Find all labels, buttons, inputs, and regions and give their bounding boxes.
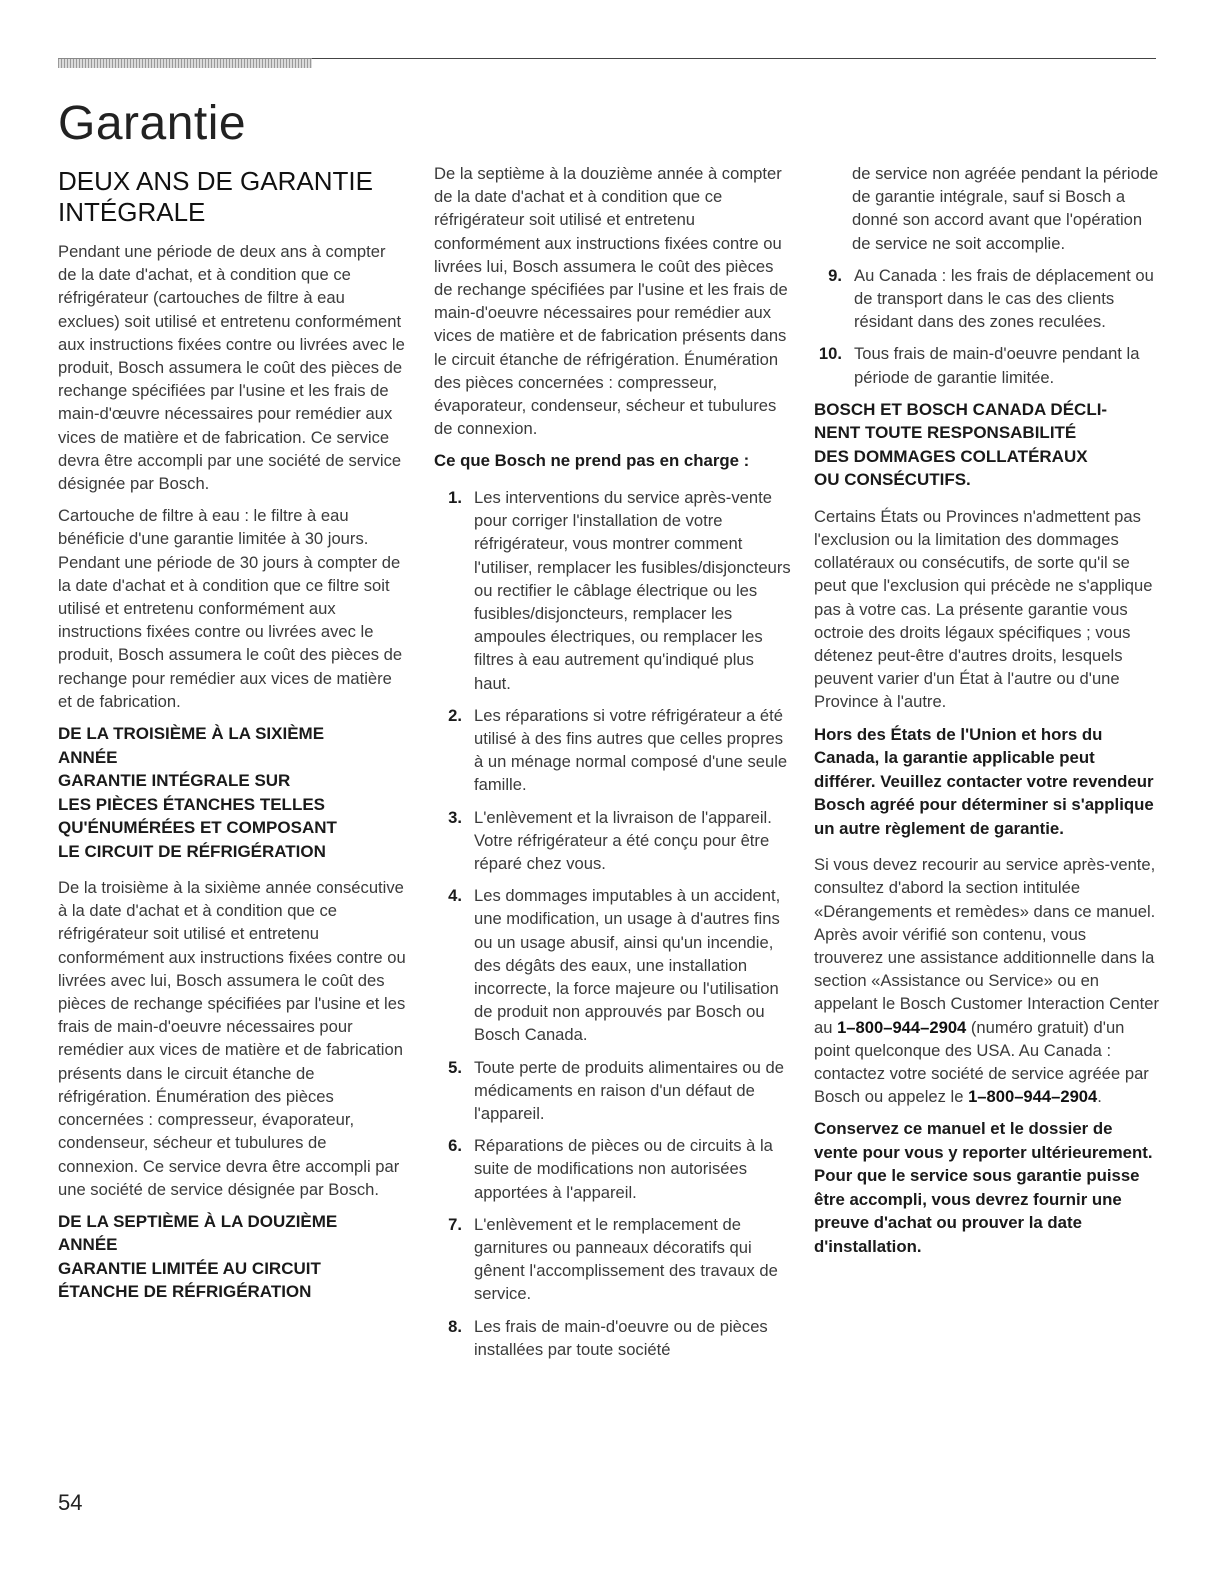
heading-years-7-12: [58, 1210, 408, 1304]
heading-years-3-6: [58, 722, 408, 863]
heading-line: ANNÉE: [58, 747, 118, 767]
item-number: 1.: [448, 487, 462, 507]
heading-line: DE LA SEPTIÈME À LA DOUZIÈME: [58, 1211, 338, 1231]
phone-number: 1–800–944–2904: [837, 1017, 967, 1037]
list-item-8-continued: de service non agréée pendant la période de garantie intégrale, sauf si Bosch a donné son accord avant que l'opération de service ne soit accomplie.: [852, 164, 1159, 253]
heading-line: LES PIÈCES ÉTANCHES TELLES: [58, 794, 326, 814]
item-text: Les interventions du service après-vente pour corriger l'installation de votre réfrigérateur, vous montrer comment l'utiliser, remplacer les fusibles/disjoncteurs ou rectifier le câblage électrique ou les fusibles/disjoncteurs, remplacer les ampoules électriques, ou remplacer les filtres à eau autrement qu'indiqué plus haut.: [474, 487, 791, 693]
list-item: [434, 806, 794, 876]
heading-line: LE CIRCUIT DE RÉFRIGÉRATION: [58, 841, 326, 861]
header-rule: [58, 58, 1156, 68]
item-number: 8.: [448, 1316, 462, 1336]
page-number: 54: [58, 1490, 83, 1515]
item-text: Au Canada : les frais de déplacement ou de transport dans le cas des clients résidant dans des zones reculées.: [854, 265, 1154, 332]
item-number: 6.: [448, 1136, 462, 1156]
item-number: 5.: [448, 1057, 462, 1077]
heading-line: BOSCH ET BOSCH CANADA DÉCLI-: [814, 399, 1108, 419]
list-item: [814, 342, 1159, 388]
list-item: [434, 1315, 794, 1361]
list-item: [434, 1213, 794, 1306]
item-number: 3.: [448, 807, 462, 827]
list-item: [814, 264, 1159, 334]
list-item: [434, 1134, 794, 1204]
item-text: Tous frais de main-d'oeuvre pendant la période de garantie limitée.: [854, 344, 1140, 387]
paragraph-years-3-6: De la troisième à la sixième année consécutive à la date d'achat et à condition que ce réfrigérateur soit utilisé et entretenu conformément aux instructions fixées contre ou livrées avec lui, Bosch assumera le coût des pièces de rechange spécifiées par l'usine et les frais de main-d'oeuvre nécessaires pour remédier aux vices de matière et de fabrication présents dans le circuit étanche de réfrigération. Énumération des pièces concernées : compresseur, évaporateur, condenseur, sécheur et tubulures de connexion. Ce service devra être accompli par une société de service désignée par Bosch.: [58, 878, 406, 1199]
item-number: 10.: [818, 344, 842, 364]
column-1: [58, 162, 408, 1317]
item-number: 2.: [448, 705, 462, 725]
item-text: L'enlèvement et la livraison de l'appareil. Votre réfrigérateur a été conçu pour être réparé chez vous.: [474, 807, 772, 873]
item-number: 7.: [448, 1214, 462, 1234]
exclusions-list: [434, 486, 794, 1361]
column-2: [434, 162, 794, 1370]
list-item: [434, 486, 794, 695]
paragraph-keep-manual: Conservez ce manuel et le dossier de vente pour vous y reporter ultérieurement. Pour que le service sous garantie puisse être accompli, vous devrez fournir une preuve d'achat ou prouver la date d'installation.: [814, 1119, 1153, 1256]
heading-not-covered: Ce que Bosch ne prend pas en charge :: [434, 451, 750, 471]
heading-line: DE LA TROISIÈME À LA SIXIÈME: [58, 724, 325, 744]
paragraph-water-filter: Cartouche de filtre à eau : le filtre à eau bénéficie d'une garantie limitée à 30 jours. Pendant une période de 30 jours à compter de la date d'achat et à condition que ce filtre soit utilisé et entretenu conformément aux instructions fixées contre ou livrées avec le produit, Bosch assumera le coût des pièces de rechange pour remédier aux vices de matière et de fabrication.: [58, 506, 403, 711]
heading-line: QU'ÉNUMÉRÉES ET COMPOSANT: [58, 818, 337, 838]
item-text: Les dommages imputables à un accident, une modification, un usage à d'autres fins ou un usage abusif, ainsi qu'un incendie, des dégâts des eaux, une installation incorrecte, la force majeure ou l'utilisation de produit non approuvés par Bosch ou Bosch Canada.: [474, 886, 781, 1045]
heading-line: NENT TOUTE RESPONSABILITÉ: [814, 423, 1077, 443]
phone-number: 1–800–944–2904: [968, 1087, 1098, 1107]
item-number: 4.: [448, 886, 462, 906]
heading-line: OU CONSÉCUTIFS.: [814, 470, 971, 490]
list-item: [434, 704, 794, 797]
heading-line: ÉTANCHE DE RÉFRIGÉRATION: [58, 1282, 312, 1302]
page-title: Garantie: [58, 97, 247, 150]
item-number: 9.: [828, 265, 842, 285]
exclusions-list-continued: [814, 264, 1159, 389]
list-item: [434, 1056, 794, 1126]
column-3: [814, 162, 1159, 1271]
heading-two-year-warranty: DEUX ANS DE GARANTIE INTÉGRALE: [58, 166, 373, 227]
paragraph-years-7-12: De la septième à la douzième année à compter de la date d'achat et à condition que ce réfrigérateur soit utilisé et entretenu conformément aux instructions fixées contre ou livrées lui, Bosch assumera le coût des pièces de rechange spécifiées par l'usine et les frais de main-d'oeuvre nécessaires pour remédier aux vices de matière et de fabrication présents dans le circuit étanche de réfrigération. Énumération des pièces concernées : compresseur, évaporateur, condenseur, sécheur et tubulures de connexion.: [434, 164, 788, 439]
paragraph-legal-rights: Certains États ou Provinces n'admettent pas l'exclusion ou la limitation des dommages collatéraux ou consécutifs, de sorte qu'il se peut que l'exclusion qui précède ne s'applique pas à votre cas. La présente garantie vous octroie des droits légaux spécifiques ; vous détenez peut-être d'autres droits, lesquels peuvent varier d'un État à l'autre ou d'une Province à l'autre.: [814, 506, 1153, 712]
paragraph-service-contact: [814, 853, 1159, 1108]
item-text: Les frais de main-d'oeuvre ou de pièces installées par toute société: [474, 1316, 768, 1359]
service-text: Si vous devez recourir au service après-vente, consultez d'abord la section intitulée «Dérangements et remèdes» dans ce manuel. Après avoir vérifié son contenu, vous trouverez une assistance additionnelle dans la section «Assistance ou Service» ou en appelant le Bosch Customer Interaction Center au: [814, 855, 1159, 1037]
header-pattern-bar: [58, 58, 312, 68]
item-text: Toute perte de produits alimentaires ou de médicaments en raison d'un défaut de l'appareil.: [474, 1057, 784, 1124]
heading-line: GARANTIE INTÉGRALE SUR: [58, 771, 291, 791]
heading-line: ANNÉE: [58, 1235, 118, 1255]
heading-line: DES DOMMAGES COLLATÉRAUX: [814, 446, 1088, 466]
heading-line: GARANTIE LIMITÉE AU CIRCUIT: [58, 1258, 321, 1278]
item-text: L'enlèvement et le remplacement de garnitures ou panneaux décoratifs qui gênent l'accomplissement des travaux de service.: [474, 1214, 778, 1304]
item-text: Réparations de pièces ou de circuits à la suite de modifications non autorisées apportées à l'appareil.: [474, 1136, 773, 1202]
item-text: Les réparations si votre réfrigérateur a été utilisé à des fins autres que celles propres à un ménage normal composé d'une seule famille.: [474, 705, 788, 795]
list-item: [434, 884, 794, 1046]
paragraph-two-year: Pendant une période de deux ans à compter de la date d'achat, et à condition que ce réfrigérateur (cartouches de filtre à eau exclues) soit utilisé et entretenu conformément aux instructions fixées contre ou livrées avec le produit, Bosch assumera le coût des pièces de rechange spécifiées par l'usine et les frais de main-d'œuvre nécessaires pour remédier aux vices de matière et de fabrication. Ce service devra être accompli par une société de service désignée par Bosch.: [58, 242, 405, 494]
service-text: (numéro gratuit) d'un point quelconque des USA. Au Canada : contactez votre société de service agréée par Bosch ou appelez le: [814, 1017, 1149, 1107]
heading-disclaimer: [814, 398, 1159, 492]
paragraph-outside-us-canada: Hors des États de l'Union et hors du Canada, la garantie applicable peut différer. Veuillez contacter votre revendeur Bosch agréé pour déterminer si s'applique un autre règlement de garantie.: [814, 724, 1154, 838]
service-text: .: [1097, 1087, 1102, 1107]
